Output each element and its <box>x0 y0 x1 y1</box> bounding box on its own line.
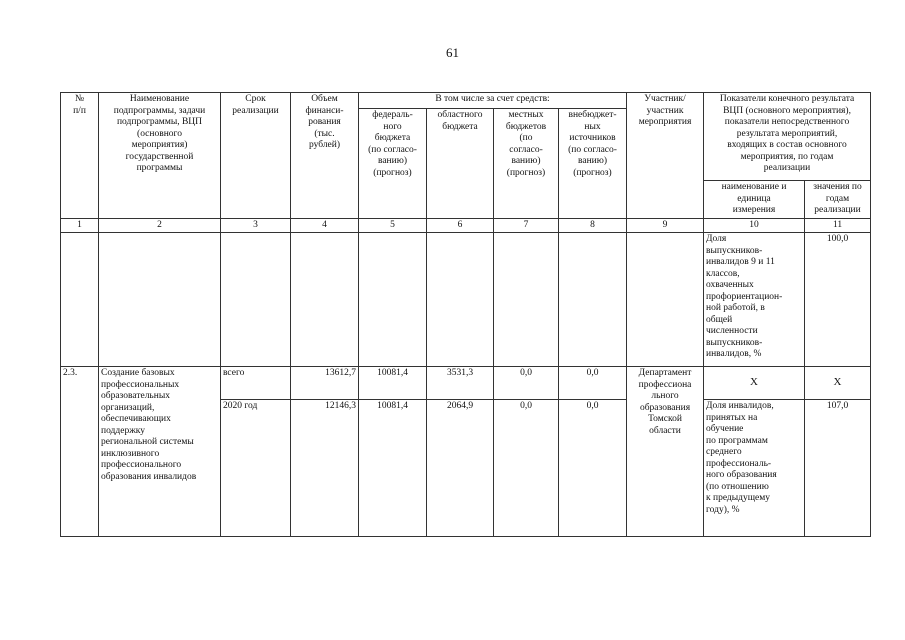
table-row-total <box>61 367 871 400</box>
indicator-name-total-cell: X <box>704 367 805 400</box>
indicator-name-cell: Доля выпускников- инвалидов 9 и 11 классов, охваченных профориентацион- ной работой, в общей численности выпускников- инвалидов, % <box>704 233 805 367</box>
header-participant: Участник/ участник мероприятия <box>627 93 704 219</box>
col-num-11: 11 <box>805 218 871 233</box>
page-number: 61 <box>446 45 459 60</box>
regional-year-cell: 2064,9 <box>427 400 494 537</box>
header-regional: областного бюджета <box>427 109 494 219</box>
program-table <box>60 92 871 537</box>
extra-total-cell: 0,0 <box>559 367 627 400</box>
indicator-name-year-cell: Доля инвалидов, принятых на обучение по программам среднего профессиональ- ного образования (по отношению к предыдущему году), % <box>704 400 805 537</box>
header-num: № п/п <box>61 93 99 219</box>
header-indicator-value: значения по годам реализации <box>805 181 871 219</box>
volume-total-cell: 13612,7 <box>291 367 359 400</box>
federal-total-cell: 10081,4 <box>359 367 427 400</box>
indicator-value-cell: 100,0 <box>805 233 871 367</box>
col-num-10: 10 <box>704 218 805 233</box>
federal-year-cell: 10081,4 <box>359 400 427 537</box>
indicator-value-year-cell: 107,0 <box>805 400 871 537</box>
extra-year-cell: 0,0 <box>559 400 627 537</box>
column-number-row <box>61 218 871 233</box>
row-number-cell: 2.3. <box>61 367 99 537</box>
col-num-8: 8 <box>559 218 627 233</box>
col-num-2: 2 <box>99 218 221 233</box>
local-year-cell: 0,0 <box>494 400 559 537</box>
local-total-cell: 0,0 <box>494 367 559 400</box>
header-federal: федераль- ного бюджета (по согласо- ванию) (прогноз) <box>359 109 427 219</box>
indicator-value-total-cell: X <box>805 367 871 400</box>
header-local: местных бюджетов (по согласо- ванию) (прогноз) <box>494 109 559 219</box>
header-volume: Объем финанси- рования (тыс. рублей) <box>291 93 359 219</box>
header-extra: внебюджет- ных источников (по согласо- ванию) (прогноз) <box>559 109 627 219</box>
col-num-9: 9 <box>627 218 704 233</box>
activity-name-cell: Создание базовых профессиональных образовательных организаций, обеспечивающих поддержку региональной системы инклюзивного профессионального образования инвалидов <box>99 367 221 537</box>
regional-total-cell: 3531,3 <box>427 367 494 400</box>
volume-year-cell: 12146,3 <box>291 400 359 537</box>
col-num-4: 4 <box>291 218 359 233</box>
header-period: Срок реализации <box>221 93 291 219</box>
period-total-cell: всего <box>221 367 291 400</box>
table-row-continuation <box>61 233 871 367</box>
header-indicator-name: наименование и единица измерения <box>704 181 805 219</box>
header-row-1 <box>61 93 871 109</box>
header-indicators: Показатели конечного результата ВЦП (основного мероприятия), показатели непосредственного результата мероприятий, входящих в состав основного мероприятия, по годам реализации <box>704 93 871 181</box>
participant-cell: Департамент профессиона льного образования Томской области <box>627 367 704 537</box>
header-name: Наименование подпрограммы, задачи подпрограммы, ВЦП (основного мероприятия) государственной программы <box>99 93 221 219</box>
col-num-6: 6 <box>427 218 494 233</box>
col-num-1: 1 <box>61 218 99 233</box>
period-year-cell: 2020 год <box>221 400 291 537</box>
col-num-7: 7 <box>494 218 559 233</box>
col-num-3: 3 <box>221 218 291 233</box>
header-including: В том числе за счет средств: <box>359 93 627 109</box>
col-num-5: 5 <box>359 218 427 233</box>
